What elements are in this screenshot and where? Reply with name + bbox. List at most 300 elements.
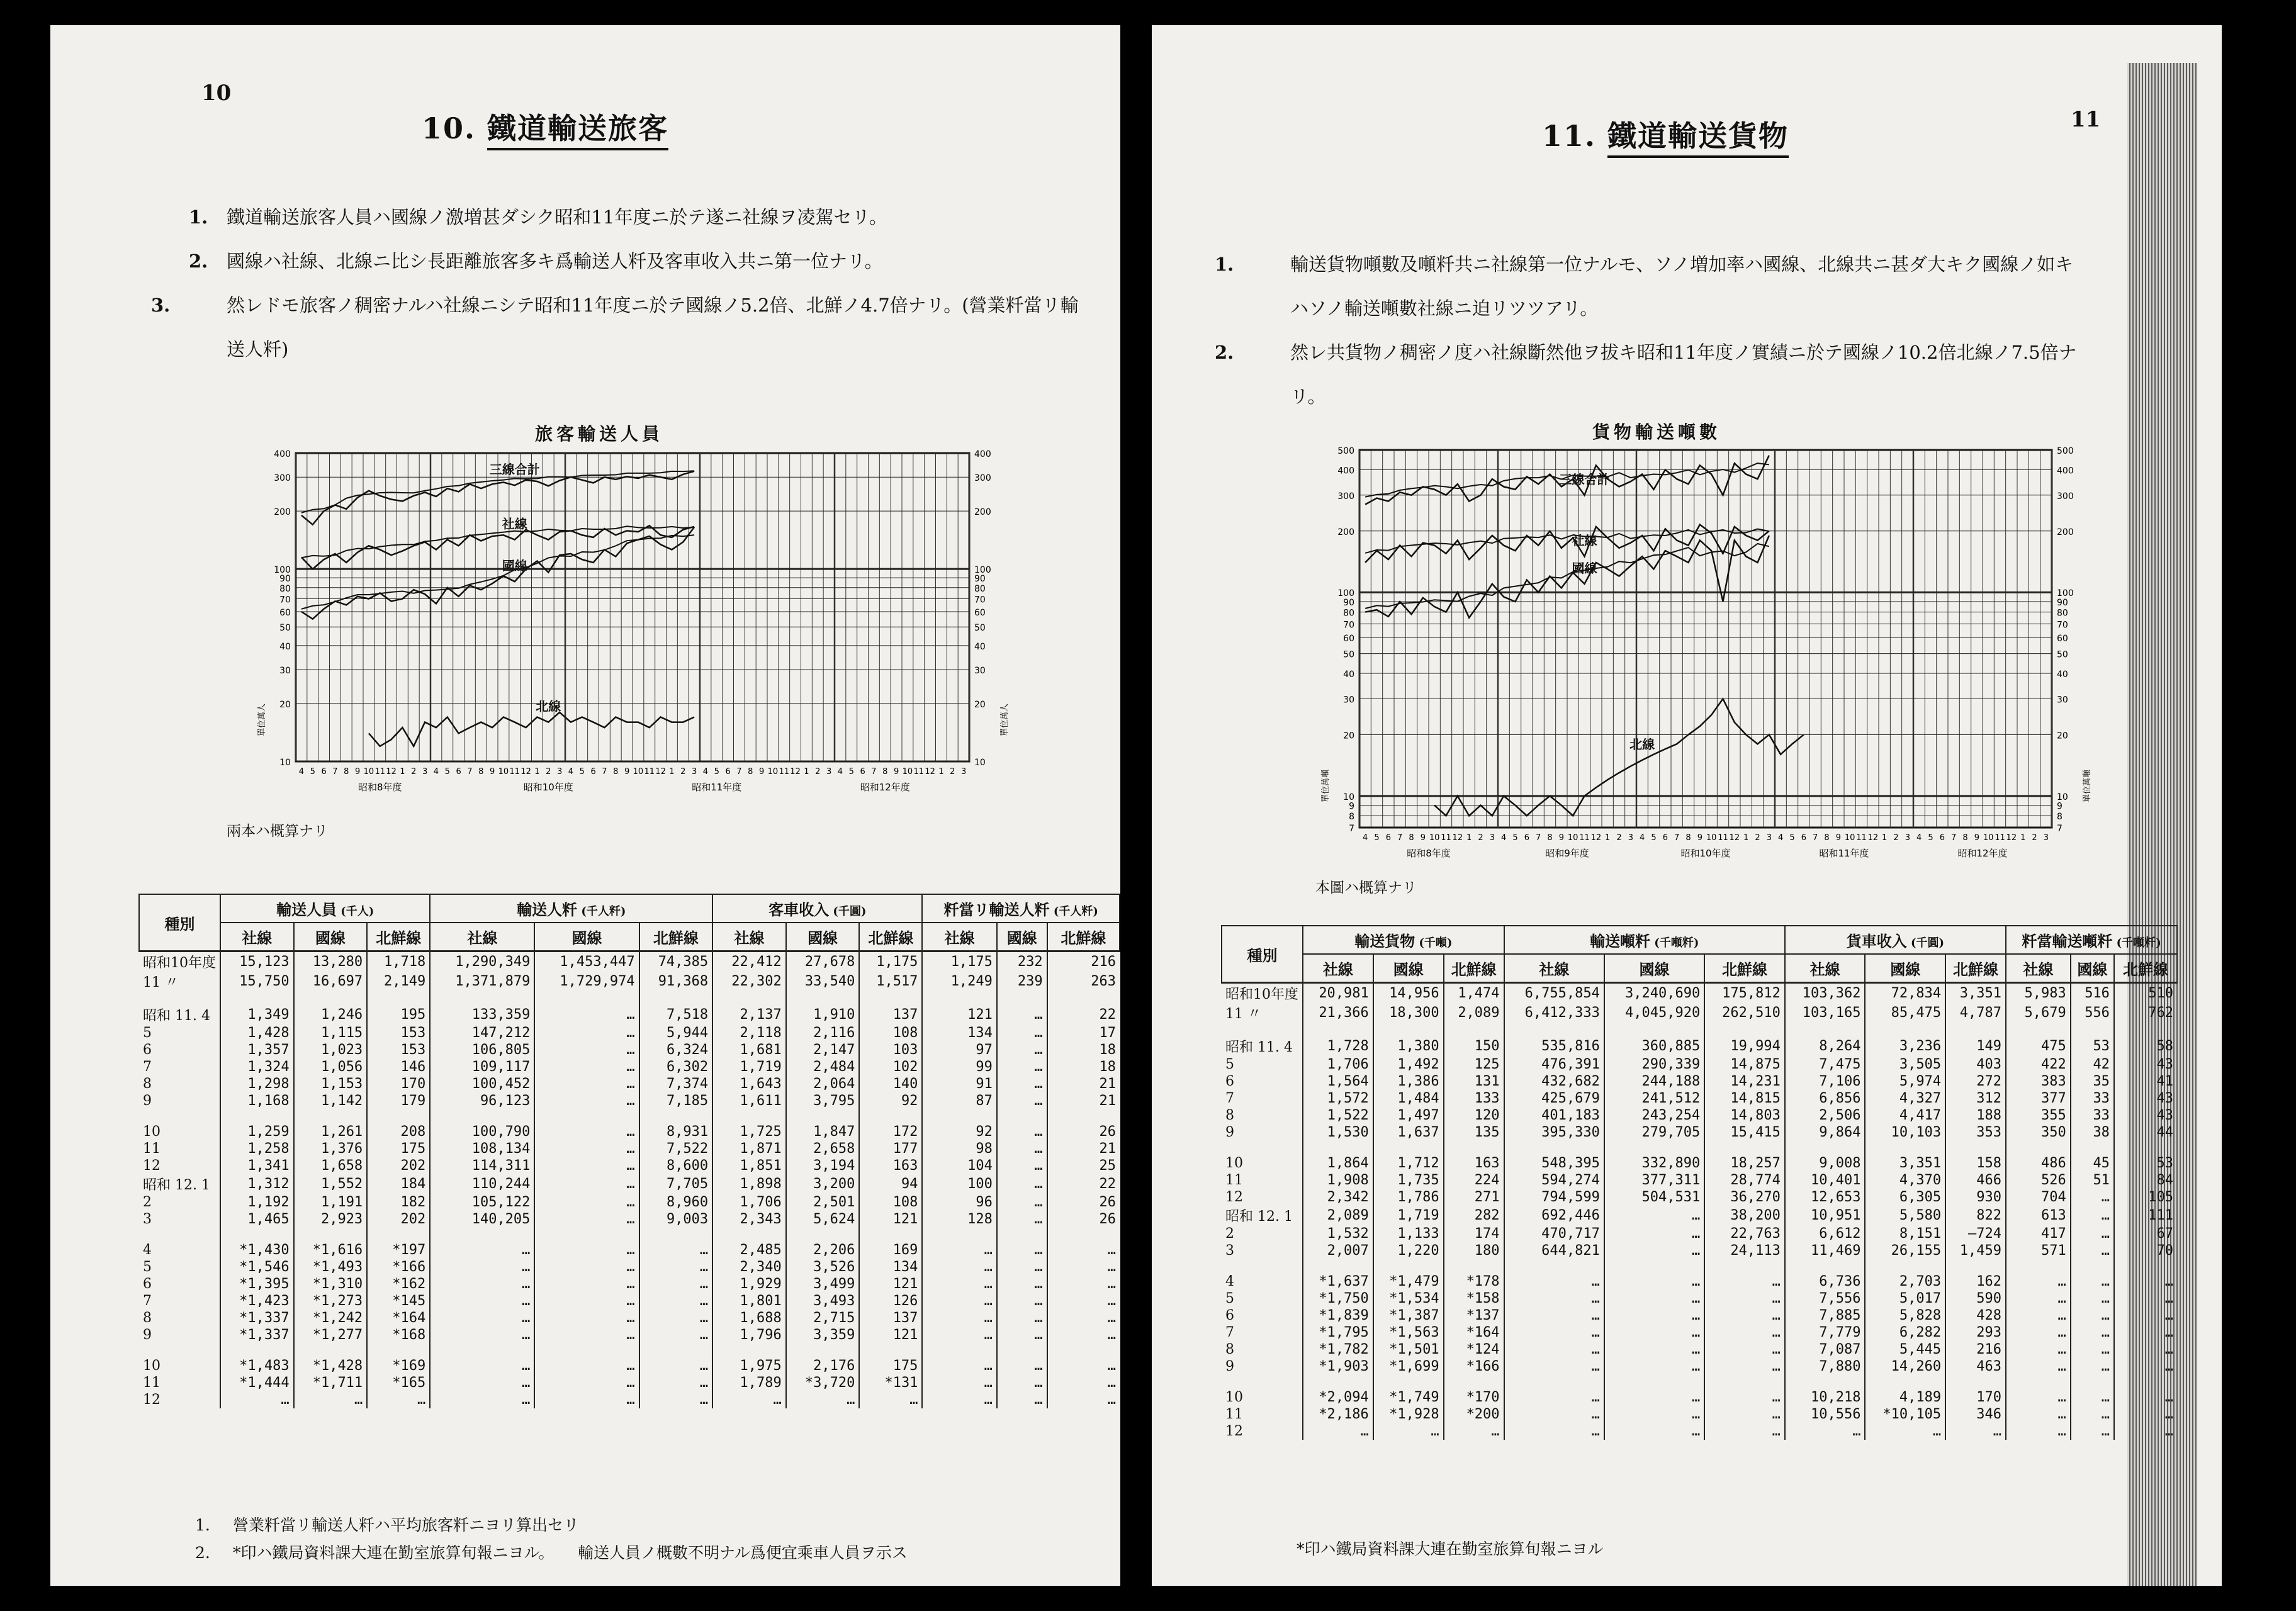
- table-cell: …: [2006, 1406, 2071, 1423]
- table-cell: 100,452: [430, 1075, 534, 1092]
- row-label: 4: [143, 1242, 152, 1258]
- x-tick-label: 1: [534, 767, 540, 777]
- section-number: 10.: [422, 111, 476, 145]
- row-label: 7: [143, 1059, 152, 1075]
- table-cell: 94: [859, 1174, 922, 1194]
- table-cell: 2,089: [1444, 1003, 1504, 1023]
- table-cell: 2,176: [786, 1357, 860, 1374]
- y-tick-label-left: 9: [1349, 801, 1354, 812]
- table-cell: 70: [2114, 1242, 2177, 1259]
- table-cell: *1,795: [1303, 1324, 1373, 1341]
- y-tick-label-right: 100: [2057, 588, 2074, 599]
- table-cell: 1,191: [294, 1194, 368, 1211]
- table-spacer-row: [1222, 1141, 2177, 1155]
- table-cell: …: [534, 1041, 639, 1058]
- table-cell: 3,351: [1865, 1155, 1945, 1172]
- table-cell: 2,340: [712, 1259, 786, 1276]
- table-cell: 18: [1047, 1058, 1120, 1075]
- table-cell: 395,330: [1504, 1124, 1604, 1141]
- table-cell: 1,465: [220, 1211, 294, 1228]
- y-tick-label-left: 8: [1349, 812, 1354, 822]
- table-cell: 8,600: [639, 1157, 713, 1174]
- table-cell: 1,719: [712, 1058, 786, 1075]
- footnote-item: 2. *印ハ鐵局資料課大連在勤室旅算旬報ニヨル。 輸送人員ノ概數不明ナル爲便宜乘車人員ヲ示ス: [195, 1544, 908, 1562]
- table-cell: …: [1504, 1389, 1604, 1406]
- column-subheader: 北鮮線: [367, 923, 430, 951]
- y-tick-label-left: 400: [1337, 466, 1354, 476]
- table-cell: 239: [997, 972, 1047, 991]
- table-cell: 208: [367, 1123, 430, 1140]
- table-cell: …: [639, 1276, 713, 1293]
- table-cell: 13,280: [294, 951, 368, 972]
- table-cell: 26: [1047, 1194, 1120, 1211]
- section-title-text: 鐵道輸送貨物: [1607, 119, 1789, 158]
- table-cell: 91,368: [639, 972, 713, 991]
- row-label: 2: [143, 1194, 152, 1210]
- table-cell: …: [1604, 1341, 1704, 1358]
- row-label: 6: [143, 1042, 152, 1058]
- table-cell: …: [639, 1374, 713, 1391]
- table-cell: 2,149: [367, 972, 430, 991]
- x-tick-label: 10: [363, 767, 374, 777]
- table-cell: 41: [2114, 1073, 2177, 1090]
- table-cell: …: [2071, 1341, 2114, 1358]
- table-cell: 332,890: [1604, 1155, 1704, 1172]
- table-cell: …: [534, 1140, 639, 1157]
- x-tick-label: 11: [1856, 833, 1867, 843]
- table-cell: 106,805: [430, 1041, 534, 1058]
- series-label: 北線: [536, 699, 561, 714]
- x-tick-label: 10: [633, 767, 644, 777]
- table-cell: 36,270: [1704, 1189, 1785, 1206]
- table-cell: 1,133: [1373, 1225, 1444, 1242]
- table-cell: 241,512: [1604, 1090, 1704, 1107]
- table-row: [1222, 1172, 2177, 1189]
- table-cell: …: [1604, 1273, 1704, 1290]
- table-cell: 137: [859, 1005, 922, 1024]
- table-cell: 33: [2071, 1107, 2114, 1124]
- table-cell: 109,117: [430, 1058, 534, 1075]
- table-cell: *168: [367, 1327, 430, 1344]
- table-cell: *170: [1444, 1389, 1504, 1406]
- table-cell: 103,362: [1785, 983, 1866, 1004]
- x-tick-label: 10: [1844, 833, 1855, 843]
- table-cell: *145: [367, 1293, 430, 1310]
- table-row: [1222, 1124, 2177, 1141]
- x-tick-label: 8: [1824, 833, 1830, 843]
- x-tick-label: 5: [714, 767, 719, 777]
- table-cell: 263: [1047, 972, 1120, 991]
- table-cell: *1,430: [220, 1242, 294, 1259]
- table-cell: 18,300: [1373, 1003, 1444, 1023]
- y-tick-label-left: 20: [1343, 731, 1354, 741]
- table-row: [139, 1194, 1120, 1211]
- x-tick-label: 6: [321, 767, 327, 777]
- table-cell: 12,653: [1785, 1189, 1866, 1206]
- column-subheader: 國線: [1865, 954, 1945, 983]
- table-cell: 1,864: [1303, 1155, 1373, 1172]
- table-cell: …: [1704, 1389, 1785, 1406]
- table-cell: *1,395: [220, 1276, 294, 1293]
- table-cell: 548,395: [1504, 1155, 1604, 1172]
- table-row: [1222, 1341, 2177, 1358]
- table-row: [139, 1005, 1120, 1024]
- table-cell: 1,611: [712, 1092, 786, 1109]
- table-cell: 172: [859, 1123, 922, 1140]
- table-cell: *165: [367, 1374, 430, 1391]
- table-spacer-row: [139, 991, 1120, 1005]
- table-cell: 38,200: [1704, 1206, 1785, 1225]
- x-tick-label: 12: [790, 767, 801, 777]
- table-cell: 18: [1047, 1041, 1120, 1058]
- y-tick-label-right: 200: [2057, 527, 2074, 537]
- x-year-label: 昭和8年度: [357, 782, 402, 793]
- x-tick-label: 4: [568, 767, 574, 777]
- table-cell: …: [1865, 1423, 1945, 1440]
- table-cell: 822: [1945, 1206, 2006, 1225]
- table-cell: …: [534, 1157, 639, 1174]
- table-cell: 146: [367, 1058, 430, 1075]
- table-cell: 1,729,974: [534, 972, 639, 991]
- table-cell: 403: [1945, 1056, 2006, 1073]
- footnote-item: *印ハ鐵局資料課大連在勤室旅算旬報ニヨル: [1297, 1540, 1604, 1558]
- column-subheader: 社線: [922, 923, 996, 951]
- table-cell: 425,679: [1504, 1090, 1604, 1107]
- table-cell: 6,412,333: [1504, 1003, 1604, 1023]
- table-cell: …: [534, 1327, 639, 1344]
- x-tick-label: 2: [950, 767, 955, 777]
- note-list: [1215, 242, 2090, 418]
- table-cell: …: [922, 1259, 996, 1276]
- table-cell: 22,302: [712, 972, 786, 991]
- table-cell: 3,194: [786, 1157, 860, 1174]
- x-tick-label: 1: [938, 767, 944, 777]
- x-tick-label: 2: [1755, 833, 1760, 843]
- table-cell: …: [997, 1374, 1047, 1391]
- table-cell: …: [712, 1391, 786, 1408]
- row-label: 9: [143, 1093, 152, 1109]
- table-cell: 644,821: [1504, 1242, 1604, 1259]
- x-tick-label: 6: [860, 767, 865, 777]
- table-cell: …: [430, 1310, 534, 1327]
- table-cell: …: [1604, 1389, 1704, 1406]
- table-cell: …: [922, 1374, 996, 1391]
- table-cell: 163: [1444, 1155, 1504, 1172]
- table-cell: 556: [2071, 1003, 2114, 1023]
- table-cell: 72,834: [1865, 983, 1945, 1004]
- table-row: [1222, 1189, 2177, 1206]
- table-cell: …: [1704, 1273, 1785, 1290]
- table-cell: …: [2071, 1242, 2114, 1259]
- column-subheader: 國線: [997, 923, 1047, 951]
- x-tick-label: 5: [444, 767, 450, 777]
- row-label: 10: [1225, 1389, 1243, 1405]
- table-cell: 14,231: [1704, 1073, 1785, 1090]
- row-label: 11: [1225, 1406, 1243, 1422]
- table-cell: 22: [1047, 1174, 1120, 1194]
- table-row: [139, 1259, 1120, 1276]
- x-tick-label: 4: [1778, 833, 1784, 843]
- table-cell: 98: [922, 1140, 996, 1157]
- table-row: [1222, 983, 2177, 1004]
- x-tick-label: 12: [1729, 833, 1740, 843]
- table-cell: 17: [1047, 1024, 1120, 1041]
- table-cell: 1,552: [294, 1174, 368, 1194]
- table-cell: 114,311: [430, 1157, 534, 1174]
- table-cell: …: [534, 1005, 639, 1024]
- table-cell: …: [2006, 1290, 2071, 1307]
- table-cell: 7,518: [639, 1005, 713, 1024]
- table-cell: 14,875: [1704, 1056, 1785, 1073]
- table-cell: …: [859, 1391, 922, 1408]
- table-cell: 43: [2114, 1107, 2177, 1124]
- table-cell: 1,789: [712, 1374, 786, 1391]
- table-cell: 170: [367, 1075, 430, 1092]
- table-cell: 11,469: [1785, 1242, 1866, 1259]
- table-cell: 53: [2071, 1036, 2114, 1056]
- column-group-header: 貨車收入 (千圓): [1785, 926, 2006, 954]
- table-cell: …: [2071, 1225, 2114, 1242]
- x-tick-label: 5: [1928, 833, 1933, 843]
- table-cell: …: [534, 1259, 639, 1276]
- table-cell: 134: [859, 1259, 922, 1276]
- table-cell: 1,376: [294, 1140, 368, 1157]
- table-cell: 195: [367, 1005, 430, 1024]
- row-label: 6: [1225, 1074, 1234, 1089]
- x-tick-label: 12: [655, 767, 666, 777]
- x-year-label: 昭和10年度: [523, 782, 573, 793]
- table-cell: *166: [1444, 1358, 1504, 1375]
- row-label: 8: [143, 1076, 152, 1092]
- table-cell: …: [922, 1327, 996, 1344]
- note-item: 1. 鐵道輸送旅客人員ハ國線ノ激増甚ダシク昭和11年度ニ於テ遂ニ社線ヲ凌駕セリ。: [189, 206, 887, 228]
- y-tick-label-left: 200: [1337, 527, 1354, 537]
- table-cell: 7,779: [1785, 1324, 1866, 1341]
- table-cell: …: [639, 1327, 713, 1344]
- table-cell: 463: [1945, 1358, 2006, 1375]
- table-cell: …: [1504, 1273, 1604, 1290]
- table-cell: 126: [859, 1293, 922, 1310]
- table-row: [139, 1041, 1120, 1058]
- row-label: 7: [143, 1293, 152, 1309]
- table-cell: 51: [2071, 1172, 2114, 1189]
- y-tick-label-left: 400: [274, 449, 291, 459]
- table-cell: 158: [1945, 1155, 2006, 1172]
- table-cell: 1,658: [294, 1157, 368, 1174]
- table-cell: 428: [1945, 1307, 2006, 1324]
- table-cell: …: [1504, 1324, 1604, 1341]
- freight-chart: [1303, 437, 2121, 872]
- row-label: 12: [1225, 1189, 1243, 1205]
- table-cell: 1,153: [294, 1075, 368, 1092]
- table-cell: 1,168: [220, 1092, 294, 1109]
- table-cell: …: [922, 1293, 996, 1310]
- passenger-table: [138, 894, 1120, 1408]
- y-tick-label-left: 70: [1343, 620, 1354, 631]
- table-cell: 85,475: [1865, 1003, 1945, 1023]
- table-cell: 20,981: [1303, 983, 1373, 1004]
- table-cell: …: [294, 1391, 368, 1408]
- table-cell: 53: [2114, 1155, 2177, 1172]
- column-subheader: 北鮮線: [639, 923, 713, 951]
- table-cell: 282: [1444, 1206, 1504, 1225]
- table-cell: 99: [922, 1058, 996, 1075]
- table-cell: …: [2071, 1307, 2114, 1324]
- table-cell: 6,612: [1785, 1225, 1866, 1242]
- table-row: [139, 951, 1120, 972]
- table-cell: 135: [1444, 1124, 1504, 1141]
- table-cell: …: [1945, 1423, 2006, 1440]
- table-row: [139, 1391, 1120, 1408]
- column-subheader: 國線: [786, 923, 860, 951]
- table-cell: …: [997, 1391, 1047, 1408]
- table-cell: 510: [2114, 983, 2177, 1004]
- table-cell: …: [2071, 1389, 2114, 1406]
- table-cell: 14,956: [1373, 983, 1444, 1004]
- table-cell: 1,259: [220, 1123, 294, 1140]
- column-subheader: 北鮮線: [859, 923, 922, 951]
- table-cell: …: [1047, 1276, 1120, 1293]
- table-cell: *1,277: [294, 1327, 368, 1344]
- table-row: [1222, 1324, 2177, 1341]
- table-cell: 140,205: [430, 1211, 534, 1228]
- table-cell: 1,688: [712, 1310, 786, 1327]
- table-cell: 1,484: [1373, 1090, 1444, 1107]
- table-cell: …: [922, 1391, 996, 1408]
- table-cell: 571: [2006, 1242, 2071, 1259]
- table-cell: 103: [859, 1041, 922, 1058]
- table-cell: 1,357: [220, 1041, 294, 1058]
- y-tick-label-left: 7: [1349, 824, 1354, 834]
- series-label: 社線: [1572, 533, 1597, 549]
- table-spacer-row: [139, 1109, 1120, 1123]
- table-cell: *1,928: [1373, 1406, 1444, 1423]
- table-cell: *3,720: [786, 1374, 860, 1391]
- x-tick-label: 8: [1547, 833, 1553, 843]
- table-row: [1222, 1056, 2177, 1073]
- y-tick-label-right: 70: [974, 595, 986, 605]
- table-cell: …: [2114, 1273, 2177, 1290]
- table-cell: 92: [859, 1092, 922, 1109]
- table-cell: 930: [1945, 1189, 2006, 1206]
- table-cell: …: [1704, 1423, 1785, 1440]
- table-cell: 355: [2006, 1107, 2071, 1124]
- table-row: [139, 1327, 1120, 1344]
- row-label: 4: [1225, 1274, 1234, 1289]
- table-cell: *2,186: [1303, 1406, 1373, 1423]
- table-cell: 4,370: [1865, 1172, 1945, 1189]
- x-tick-label: 9: [354, 767, 361, 777]
- x-tick-label: 6: [1524, 833, 1529, 843]
- table-cell: 7,475: [1785, 1056, 1866, 1073]
- table-cell: 179: [367, 1092, 430, 1109]
- table-cell: …: [2006, 1358, 2071, 1375]
- x-tick-label: 11: [374, 767, 386, 777]
- x-tick-label: 9: [624, 767, 630, 777]
- x-tick-label: 2: [1616, 833, 1622, 843]
- x-tick-label: 12: [1452, 833, 1463, 843]
- y-tick-label-left: 50: [1343, 649, 1354, 660]
- table-cell: *169: [367, 1357, 430, 1374]
- table-cell: 1,637: [1373, 1124, 1444, 1141]
- x-tick-label: 3: [1489, 833, 1495, 843]
- row-label: 12: [1225, 1423, 1243, 1439]
- table-cell: 108: [859, 1024, 922, 1041]
- table-cell: …: [2114, 1290, 2177, 1307]
- x-tick-label: 11: [1718, 833, 1728, 843]
- table-cell: 188: [1945, 1107, 2006, 1124]
- table-cell: 3,200: [786, 1174, 860, 1194]
- table-row: [1222, 1273, 2177, 1290]
- table-cell: 3,526: [786, 1259, 860, 1276]
- table-cell: …: [2114, 1324, 2177, 1341]
- table-cell: …: [1504, 1423, 1604, 1440]
- table-cell: 2,343: [712, 1211, 786, 1228]
- x-tick-label: 10: [498, 767, 509, 777]
- table-cell: 360,885: [1604, 1036, 1704, 1056]
- table-row: [1222, 1406, 2177, 1423]
- table-cell: …: [997, 1041, 1047, 1058]
- table-cell: 1,532: [1303, 1225, 1373, 1242]
- x-tick-label: 10: [902, 767, 913, 777]
- table-cell: …: [2071, 1358, 2114, 1375]
- y-tick-label-left: 80: [1343, 608, 1354, 619]
- table-cell: 244,188: [1604, 1073, 1704, 1090]
- y-tick-label-left: 60: [1343, 634, 1354, 644]
- table-cell: 105: [2114, 1189, 2177, 1206]
- y-tick-label-right: 90: [974, 574, 986, 585]
- column-subheader: 社線: [430, 923, 534, 951]
- table-cell: …: [922, 1310, 996, 1327]
- table-cell: …: [1604, 1225, 1704, 1242]
- table-cell: *164: [367, 1310, 430, 1327]
- y-tick-label-right: 60: [974, 607, 986, 618]
- table-spacer-row: [1222, 1375, 2177, 1389]
- y-tick-label-right: 40: [974, 641, 986, 652]
- unit-label-left: 單位萬人: [257, 703, 267, 736]
- table-cell: 475: [2006, 1036, 2071, 1056]
- table-cell: 401,183: [1504, 1107, 1604, 1124]
- table-cell: …: [1604, 1423, 1704, 1440]
- table-cell: 137: [859, 1310, 922, 1327]
- table-cell: 4,327: [1865, 1090, 1945, 1107]
- table-cell: …: [534, 1123, 639, 1140]
- table-cell: *1,903: [1303, 1358, 1373, 1375]
- table-cell: 133,359: [430, 1005, 534, 1024]
- x-tick-label: 2: [680, 767, 686, 777]
- table-cell: 1,564: [1303, 1073, 1373, 1090]
- table-cell: …: [1704, 1324, 1785, 1341]
- x-year-label: 昭和11年度: [1819, 848, 1869, 859]
- table-cell: 1,975: [712, 1357, 786, 1374]
- x-tick-label: 7: [871, 767, 877, 777]
- x-tick-label: 12: [1867, 833, 1879, 843]
- table-cell: *1,483: [220, 1357, 294, 1374]
- x-tick-label: 6: [1662, 833, 1668, 843]
- table-row: [139, 1092, 1120, 1109]
- table-cell: …: [430, 1374, 534, 1391]
- table-cell: …: [430, 1391, 534, 1408]
- y-tick-label-right: 80: [974, 583, 986, 594]
- table-cell: 27,678: [786, 951, 860, 972]
- table-cell: *1,493: [294, 1259, 368, 1276]
- table-cell: 10,951: [1785, 1206, 1866, 1225]
- table-cell: 202: [367, 1211, 430, 1228]
- table-cell: …: [1704, 1358, 1785, 1375]
- table-cell: 224: [1444, 1172, 1504, 1189]
- table-cell: …: [997, 1174, 1047, 1194]
- table-cell: 184: [367, 1174, 430, 1194]
